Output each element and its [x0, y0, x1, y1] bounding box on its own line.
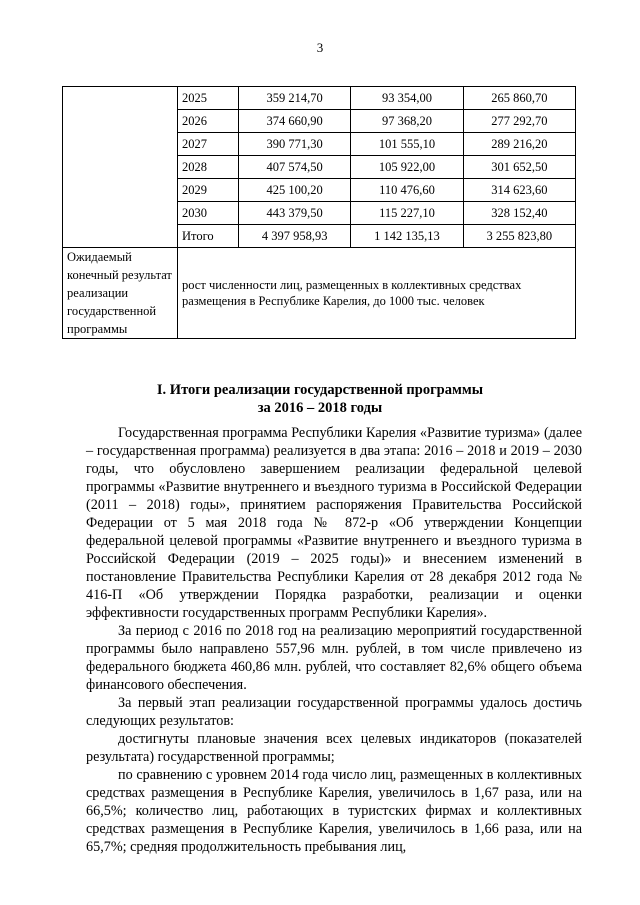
federal-cell: 101 555,10: [351, 133, 463, 156]
result-row: [63, 248, 576, 339]
total-cell: 425 100,20: [239, 179, 351, 202]
paragraph-4: достигнуты плановые значения всех целевых индикаторов (показателей результата) государственной программы;: [86, 731, 582, 765]
finance-table: [62, 86, 576, 339]
year-cell: 2025: [178, 87, 239, 110]
federal-cell: 97 368,20: [351, 110, 463, 133]
result-label: Ожидаемый конечный результат реализации государственной программы: [63, 248, 178, 339]
year-cell: 2027: [178, 133, 239, 156]
total-cell: 374 660,90: [239, 110, 351, 133]
total-cell: 390 771,30: [239, 133, 351, 156]
page-number: 3: [316, 40, 324, 55]
federal-cell: 110 476,60: [351, 179, 463, 202]
year-cell: 2030: [178, 202, 239, 225]
year-cell: 2026: [178, 110, 239, 133]
regional-cell: 265 860,70: [463, 87, 575, 110]
body-text: [86, 424, 582, 856]
regional-cell: 314 623,60: [463, 179, 575, 202]
paragraph-3: За первый этап реализации государственной программы удалось достичь следующих результатов:: [86, 695, 582, 729]
total-cell: 4 397 958,93: [239, 225, 351, 248]
table-row: [63, 87, 576, 110]
result-text: рост численности лиц, размещенных в коллективных средствах размещения в Республике Карелия, до 1000 тыс. человек: [178, 248, 576, 339]
paragraph-2: За период с 2016 по 2018 год на реализацию мероприятий государственной программы было направлено 557,96 млн. рублей, в том числе привлечено из федерального бюджета 460,86 млн. рублей, что составляет 82,6% общего объема финансового обеспечения.: [86, 623, 582, 693]
section-title: [0, 381, 640, 417]
total-cell: 359 214,70: [239, 87, 351, 110]
regional-cell: 301 652,50: [463, 156, 575, 179]
table-label-cell: [63, 87, 178, 248]
year-cell: 2028: [178, 156, 239, 179]
federal-cell: 93 354,00: [351, 87, 463, 110]
regional-cell: 328 152,40: [463, 202, 575, 225]
year-cell: Итого: [178, 225, 239, 248]
total-cell: 443 379,50: [239, 202, 351, 225]
section-title-line-2: за 2016 – 2018 годы: [257, 400, 383, 416]
paragraph-1: Государственная программа Республики Карелия «Развитие туризма» (далее – государственная программа) реализуется в два этапа: 2016 – 2018 и 2019 – 2030 годы, что обусловлено завершением реализации федеральной целевой программы «Развитие внутреннего и въездного туризма в Российской Федерации (2011 – 2018) годы», принятием распоряжения Правительства Российской Федерации от 5 мая 2018 года № 872-р «Об утверждении Концепции федеральной целевой программы «Развитие внутреннего и въездного туризма в Российской Федерации (2019 – 2025 годы)» и внесением изменений в постановление Правительства Республики Карелия от 28 декабря 2012 года № 416-П «Об утверждении Порядка разработки, реализации и оценки эффективности государственных программ Республики Карелия».: [86, 425, 582, 621]
year-cell: 2029: [178, 179, 239, 202]
regional-cell: 289 216,20: [463, 133, 575, 156]
federal-cell: 115 227,10: [351, 202, 463, 225]
regional-cell: 3 255 823,80: [463, 225, 575, 248]
federal-cell: 105 922,00: [351, 156, 463, 179]
total-cell: 407 574,50: [239, 156, 351, 179]
regional-cell: 277 292,70: [463, 110, 575, 133]
section-title-line-1: I. Итоги реализации государственной программы: [156, 382, 484, 398]
paragraph-5: по сравнению с уровнем 2014 года число лиц, размещенных в коллективных средствах размещения в Республике Карелия, увеличилось в 1,67 раза, или на 66,5%; количество лиц, работающих в туристских фирмах и коллективных средствах размещения в Республике Карелия, увеличилось в 1,66 раза, или на 65,7%; средняя продолжительность пребывания лиц,: [86, 767, 582, 855]
federal-cell: 1 142 135,13: [351, 225, 463, 248]
